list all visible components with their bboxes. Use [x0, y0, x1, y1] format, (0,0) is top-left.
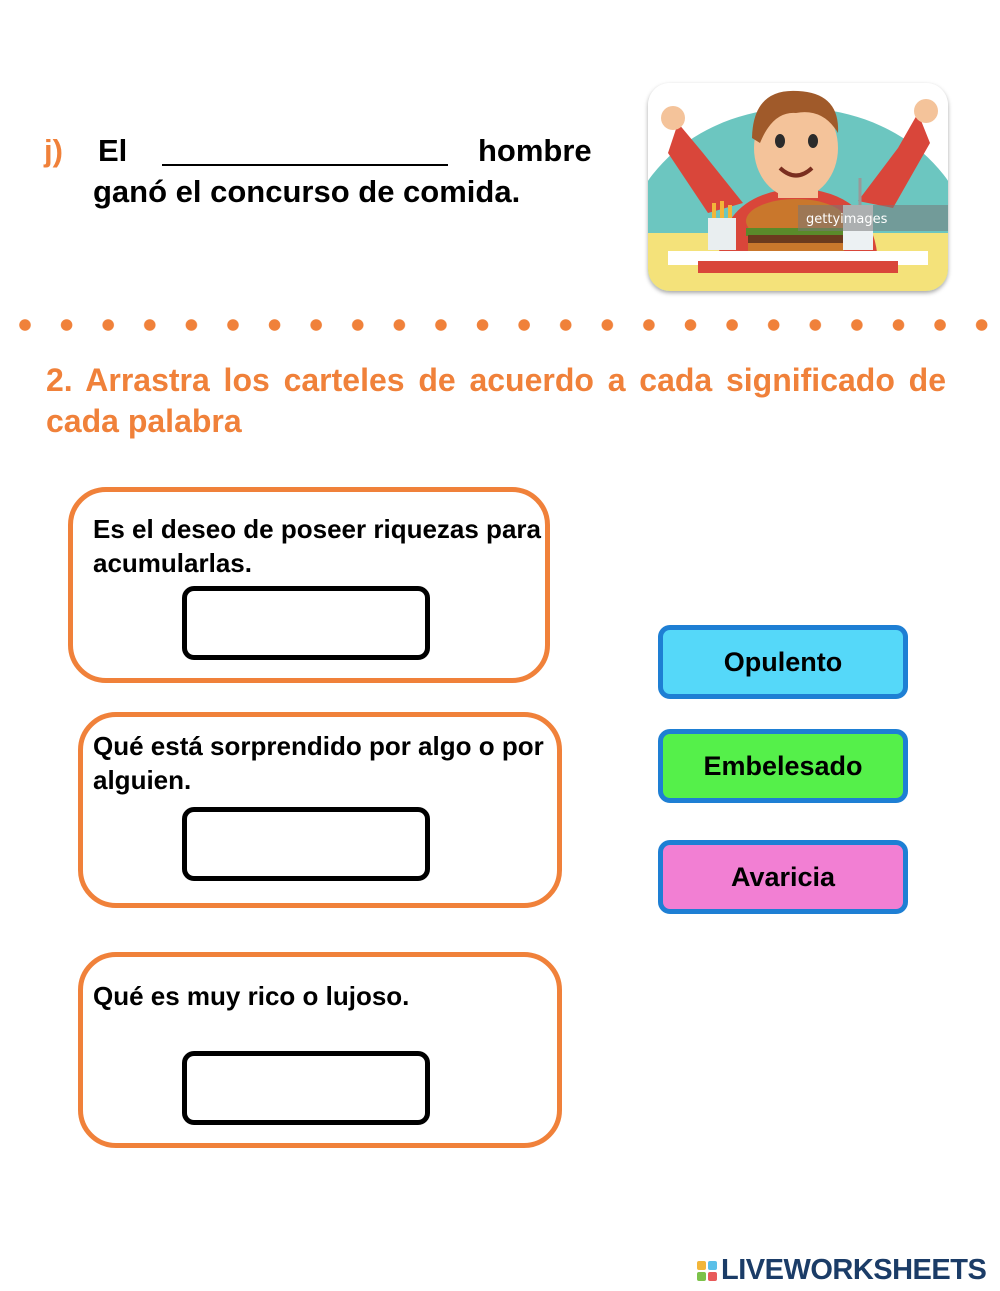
question-blank-line	[162, 164, 448, 166]
drop-zone-1[interactable]	[182, 586, 430, 660]
definition-text-3: Qué es muy rico o lujoso.	[93, 981, 410, 1011]
eating-man-illustration	[648, 83, 948, 291]
watermark-text: gettyimages	[806, 212, 888, 227]
definition-text-1: Es el deseo de poseer riquezas para acumularlas.	[93, 514, 541, 578]
drop-zone-2[interactable]	[182, 807, 430, 881]
tile-opulento[interactable]: Opulento	[658, 625, 908, 699]
question-word-hombre: hombre	[478, 133, 592, 168]
drop-zone-3[interactable]	[182, 1051, 430, 1125]
logo-text: LIVEWORKSHEETS	[721, 1254, 987, 1286]
logo-icon	[697, 1261, 717, 1281]
definition-card-3	[78, 952, 562, 1148]
definition-card-1	[68, 487, 550, 683]
tile-avaricia[interactable]: Avaricia	[658, 840, 908, 914]
question-word-el: El	[98, 133, 128, 168]
dotted-divider	[18, 318, 996, 332]
definition-text-2: Qué está sorprendido por algo o por alguien.	[93, 731, 544, 795]
definition-card-2	[78, 712, 562, 908]
instruction-heading: 2. Arrastra los carteles de acuerdo a cada significado de cada palabra	[46, 362, 946, 439]
tile-embelesado[interactable]: Embelesado	[658, 729, 908, 803]
question-line-2: ganó el concurso de comida.	[93, 174, 521, 209]
question-letter: j)	[44, 133, 63, 168]
liveworksheets-logo	[697, 1254, 986, 1287]
